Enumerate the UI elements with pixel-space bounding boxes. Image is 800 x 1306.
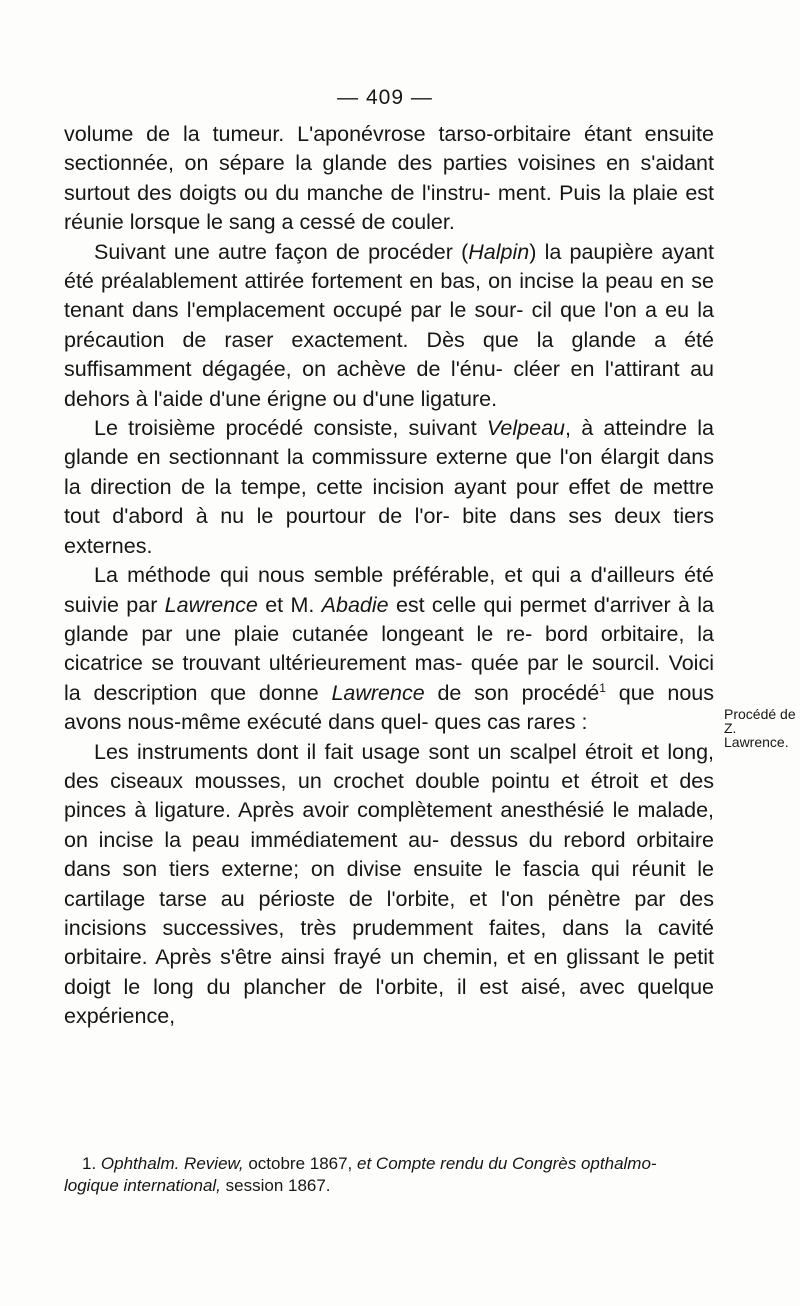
page-number: — 409 — bbox=[337, 86, 433, 109]
paragraph-4-text-e: que nous avons nous-même exécuté dans quel- ques cas rares : bbox=[64, 680, 714, 735]
paragraph-2-text-b: ) la paupière ayant été préalablement attirée fortement en bas, on incise la peau en se tenant dans l'emplacement occupé par le sour- cil que l'on a eu la précaution de raser exactement. Dès que la glande a été suffisamment dégagée, on achève de l'énu- cléer en l'attirant au dehors à l'aide d'une érigne ou d'une ligature. bbox=[64, 239, 714, 411]
author-lawrence-2: Lawrence bbox=[331, 680, 425, 705]
main-text bbox=[64, 120, 714, 1032]
margin-note-line-1: Procédé de bbox=[724, 706, 796, 722]
paragraph-2 bbox=[64, 238, 714, 414]
author-velpeau: Velpeau bbox=[486, 416, 565, 441]
paragraph-3 bbox=[64, 414, 714, 561]
footnote-date: octobre 1867, bbox=[243, 1154, 358, 1173]
paragraph-4-text-c: est celle qui permet d'arriver à la glande par une plaie cutanée longeant le re- bord orbitaire, la cicatrice se trouvant ultérieurement mas- quée par le sourcil. Voici la description que donne bbox=[64, 592, 714, 705]
footnote-proceedings: et Compte rendu du Congrès opthalmo- logique international, bbox=[64, 1154, 657, 1195]
margin-note bbox=[724, 707, 796, 749]
footnote-number: 1. bbox=[82, 1154, 101, 1173]
paragraph-1: volume de la tumeur. L'aponévrose tarso-orbitaire étant ensuite sectionnée, on sépare la glande des parties voisines en s'aidant surtout des doigts ou du manche de l'instru- ment. Puis la plaie est réunie lorsque le sang a cessé de couler. bbox=[64, 122, 714, 235]
paragraph-3-text-a: Le troisième procédé consiste, suivant bbox=[94, 416, 487, 441]
footnote-marker: 1 bbox=[599, 680, 606, 695]
paragraph-2-text-a: Suivant une autre façon de procéder ( bbox=[94, 239, 469, 264]
footnote-journal: Ophthalm. Review, bbox=[100, 1154, 244, 1173]
paragraph-3-text-b: , à atteindre la glande en sectionnant la commissure externe que l'on élargit dans la direction de la tempe, cette incision ayant pour effet de mettre tout d'abord à nu le pourtour de l'or- bite dans ses deux tiers externes. bbox=[64, 416, 714, 558]
author-halpin: Halpin bbox=[468, 239, 530, 264]
footnote-text bbox=[64, 1153, 714, 1197]
margin-note-line-2: Z. Lawrence. bbox=[724, 720, 789, 750]
author-lawrence: Lawrence bbox=[164, 592, 258, 617]
footnote bbox=[64, 1153, 714, 1197]
paragraph-5: Les instruments dont il fait usage sont un scalpel étroit et long, des ciseaux mousses, un crochet double pointu et étroit et des pinces à ligature. Après avoir complètement anesthésié le malade, on incise la peau immédiatement au- dessus du rebord orbitaire dans son tiers externe; on divise ensuite le fascia qui réunit le cartilage tarse au périoste de l'orbite, et l'on pénètre par des incisions successives, très prudemment faites, dans la cavité orbitaire. Après s'être ainsi frayé un chemin, et en glissant le petit doigt le long du plancher de l'orbite, il est aisé, avec quelque expérience, bbox=[64, 739, 714, 1029]
author-abadie: Abadie bbox=[321, 592, 389, 617]
paragraph-4 bbox=[64, 561, 714, 737]
paragraph-4-text-b: et M. bbox=[257, 592, 322, 617]
footnote-session: session 1867. bbox=[220, 1176, 331, 1195]
paragraph-4-text-a: La méthode qui nous semble préférable, et qui a d'ailleurs été suivie par bbox=[64, 563, 714, 617]
paragraph-4-text-d: de son procédé bbox=[424, 680, 600, 705]
